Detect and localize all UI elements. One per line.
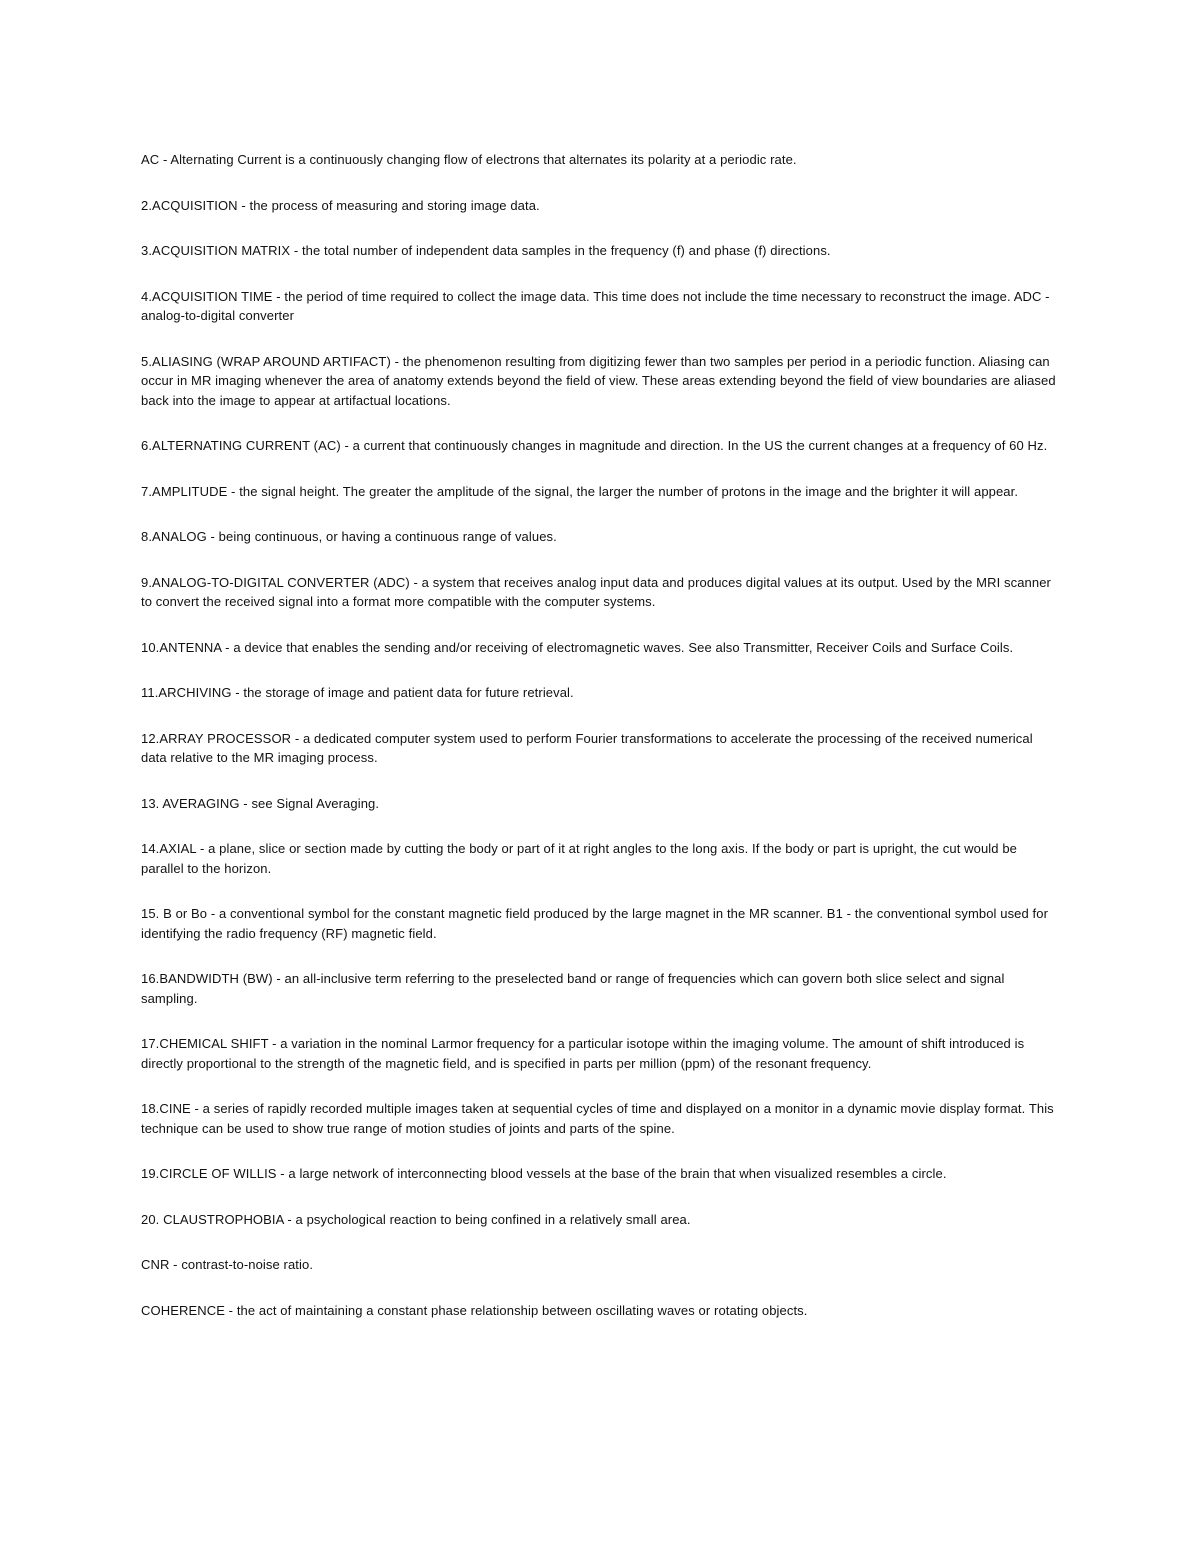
glossary-entry: 6.ALTERNATING CURRENT (AC) - a current that continuously changes in magnitude and direction. In the US the current changes at a frequency of 60 Hz. [141,438,1048,453]
glossary-entry: 20. CLAUSTROPHOBIA - a psychological reaction to being confined in a relatively small area. [141,1211,691,1227]
glossary-entry: 16.BANDWIDTH (BW) - an all-inclusive term referring to the preselected band or range of frequencies which can govern both slice select and signal sampling. [141,971,1005,1006]
glossary-entry: 9.ANALOG-TO-DIGITAL CONVERTER (ADC) - a system that receives analog input data and produces digital values at its output. Used by the MRI scanner to convert the received signal into a format more compatible with the computer systems. [141,574,1051,609]
glossary-entry: 19.CIRCLE OF WILLIS - a large network of interconnecting blood vessels at the base of the brain that when visualized resembles a circle. [141,1166,947,1181]
glossary-entry: 14.AXIAL - a plane, slice or section made by cutting the body or part of it at right angles to the long axis. If the body or part is upright, the cut would be parallel to the horizon. [141,841,1017,876]
glossary-entry: 17.CHEMICAL SHIFT - a variation in the nominal Larmor frequency for a particular isotope within the imaging volume. The amount of shift introduced is directly proportional to the strength of the magnetic field, and is specified in parts per million (ppm) of the resonant frequency. [141,1036,1025,1071]
glossary-entry: 8.ANALOG - being continuous, or having a continuous range of values. [141,529,557,544]
glossary-entry: 12.ARRAY PROCESSOR - a dedicated computer system used to perform Fourier transformations to accelerate the processing of the received numerical data relative to the MR imaging process. [141,730,1033,765]
glossary-entry: 10.ANTENNA - a device that enables the sending and/or receiving of electromagnetic waves. See also Transmitter, Receiver Coils and Surface Coils. [141,639,1014,655]
document-page [141,150,1061,1346]
glossary-entry: 4.ACQUISITION TIME - the period of time required to collect the image data. This time does not include the time necessary to reconstruct the image. ADC - analog-to-digital converter [141,288,1050,323]
glossary-entry: 7.AMPLITUDE - the signal height. The greater the amplitude of the signal, the larger the number of protons in the image and the brighter it will appear. [141,483,1019,499]
glossary-entry: 2.ACQUISITION - the process of measuring and storing image data. [141,197,540,213]
glossary-entry: 15. B or Bo - a conventional symbol for the constant magnetic field produced by the large magnet in the MR scanner. B1 - the conventional symbol used for identifying the radio frequency (RF) magnetic field. [141,906,1049,941]
glossary-entry: 3.ACQUISITION MATRIX - the total number of independent data samples in the frequency (f) and phase (f) directions. [141,243,831,258]
glossary-entry: 5.ALIASING (WRAP AROUND ARTIFACT) - the phenomenon resulting from digitizing fewer than two samples per period in a periodic function. Aliasing can occur in MR imaging whenever the area of anatomy extends beyond the field of view. These areas extending beyond the field of view boundaries are aliased back into the image to appear at artifactual locations. [141,353,1056,408]
glossary-entry: 11.ARCHIVING - the storage of image and patient data for future retrieval. [141,685,574,700]
glossary-entry: COHERENCE - the act of maintaining a constant phase relationship between oscillating waves or rotating objects. [141,1302,808,1318]
glossary-entry: 13. AVERAGING - see Signal Averaging. [141,795,380,811]
glossary-entry: 18.CINE - a series of rapidly recorded multiple images taken at sequential cycles of time and displayed on a monitor in a dynamic movie display format. This technique can be used to show true range of motion studies of joints and parts of the spine. [141,1101,1054,1136]
glossary-entry: CNR - contrast-to-noise ratio. [141,1257,314,1272]
glossary-entry: AC - Alternating Current is a continuously changing flow of electrons that alternates its polarity at a periodic rate. [141,152,797,167]
